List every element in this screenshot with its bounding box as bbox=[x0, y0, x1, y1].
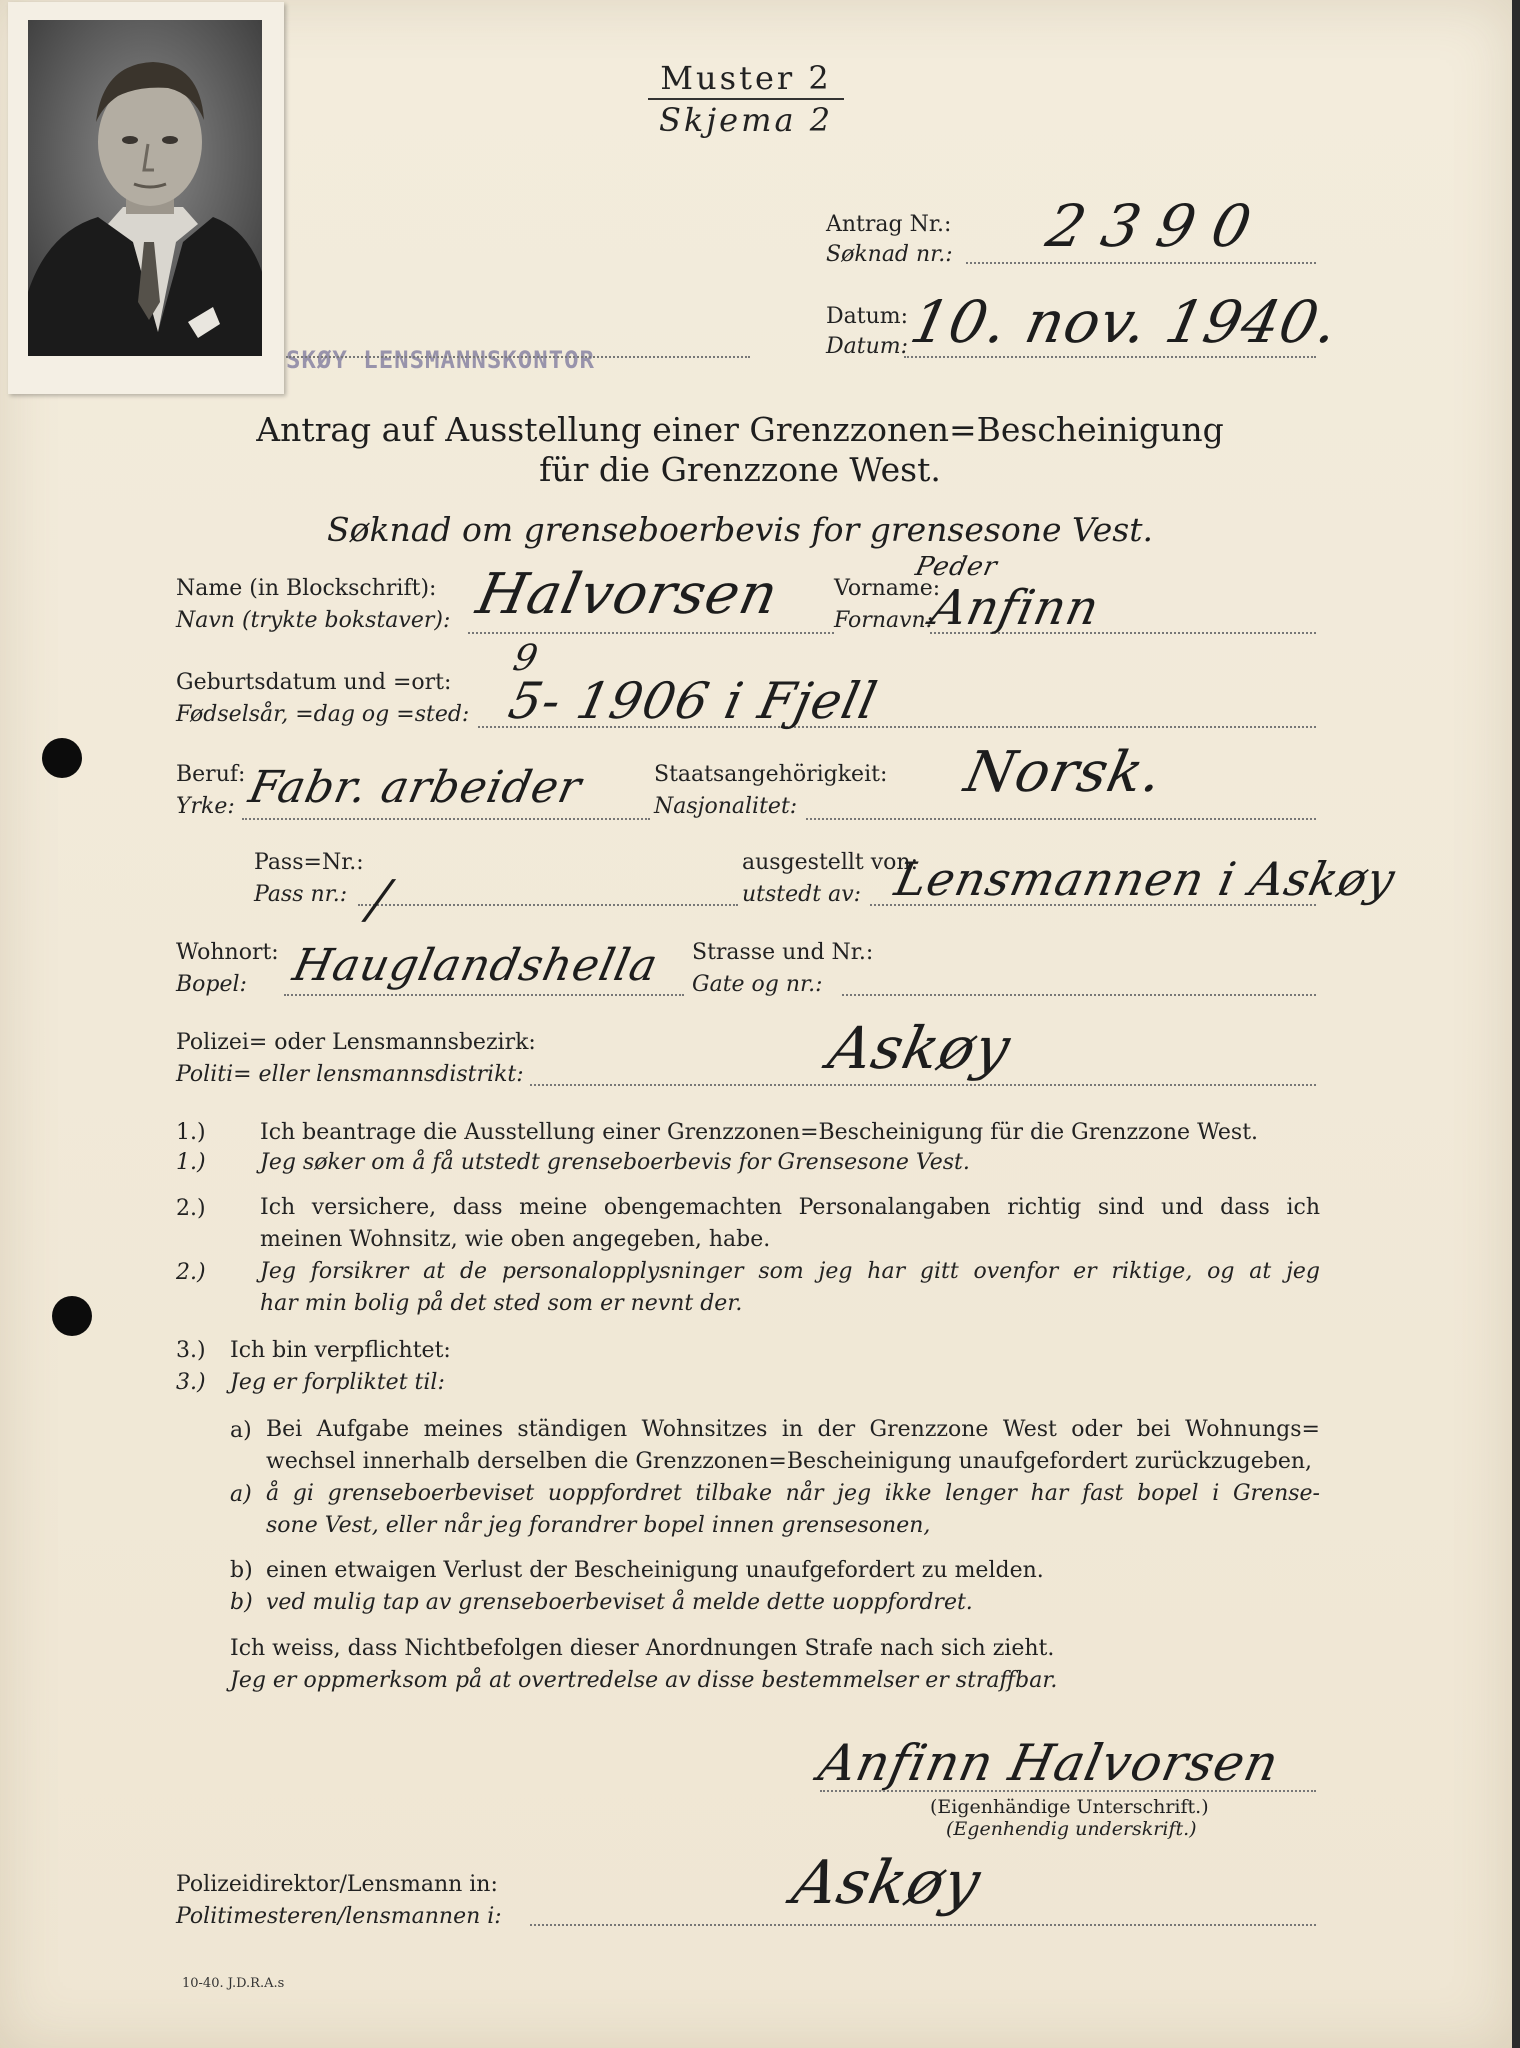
street-label-no: Gate og nr.: bbox=[692, 972, 823, 997]
clause-a-label-de: a) bbox=[230, 1418, 252, 1443]
date-value: 10. nov. 1940. bbox=[904, 288, 1345, 356]
job-value: Fabr. arbeider bbox=[244, 762, 587, 813]
nationality-label-no: Nasjonalitet: bbox=[654, 794, 798, 819]
name-label-no: Navn (trykte bokstaver): bbox=[176, 608, 451, 633]
signature-label-de: (Eigenhändige Unterschrift.) bbox=[930, 1796, 1209, 1818]
police-label-no: Politimesteren/lensmannen i: bbox=[176, 1904, 502, 1929]
application-nr-value: 2390 bbox=[1040, 192, 1275, 260]
home-label-de: Wohnort: bbox=[176, 940, 279, 965]
clause-a-label-no: a) bbox=[230, 1482, 252, 1507]
birth-value: 5- 1906 i Fjell bbox=[503, 672, 883, 730]
clause-1-number-de: 1.) bbox=[176, 1120, 206, 1145]
title-line-1: Antrag auf Ausstellung einer Grenzzonen=Bescheinigung bbox=[256, 410, 1224, 449]
name-label-de: Name (in Blockschrift): bbox=[176, 576, 437, 601]
firstname-label-de: Vorname: bbox=[834, 576, 941, 601]
street-label-de: Strasse und Nr.: bbox=[692, 940, 874, 965]
name-value: Halvorsen bbox=[471, 562, 785, 627]
clause-3-de: Ich bin verpflichtet: bbox=[230, 1338, 451, 1363]
title-line-2: für die Grenzzone West. bbox=[539, 450, 941, 489]
date-label-de: Datum: bbox=[826, 304, 909, 329]
clause-b-de: einen etwaigen Verlust der Bescheinigung unaufgefordert zu melden. bbox=[266, 1558, 1044, 1583]
clause-2-de-line-1: Ich versichere, dass meine obengemachten Personalangaben richtig sind und dass ich bbox=[260, 1195, 1320, 1220]
pass-label-no: Pass nr.: bbox=[254, 882, 348, 907]
birth-label-no: Fødselsår, =dag og =sted: bbox=[176, 702, 470, 727]
home-label-no: Bopel: bbox=[176, 972, 247, 997]
punch-hole-bottom bbox=[52, 1296, 92, 1336]
issued-value: Lensmannen i Askøy bbox=[890, 852, 1401, 906]
clause-3-number-no: 3.) bbox=[176, 1370, 206, 1395]
clause-1-no: Jeg søker om å få utstedt grenseboerbevis for Grensesone Vest. bbox=[260, 1150, 970, 1175]
street-line bbox=[842, 994, 1316, 996]
warning-de: Ich weiss, dass Nichtbefolgen dieser Anordnungen Strafe nach sich zieht. bbox=[230, 1636, 1055, 1661]
clause-a-no-line-2: sone Vest, eller når jeg forandrer bopel innen grensesonen, bbox=[266, 1513, 931, 1538]
clause-a-no-line-1: å gi grenseboerbeviset uoppfordret tilbake når jeg ikke lenger har fast bopel i Grense- bbox=[266, 1481, 1320, 1506]
clause-2-number-de: 2.) bbox=[176, 1196, 206, 1221]
clause-2-number-no: 2.) bbox=[176, 1260, 206, 1285]
birth-label-de: Geburtsdatum und =ort: bbox=[176, 670, 452, 695]
police-label-de: Polizeidirektor/Lensmann in: bbox=[176, 1872, 498, 1897]
punch-hole-top bbox=[42, 738, 82, 778]
police-line bbox=[530, 1924, 1316, 1926]
police-value: Askøy bbox=[786, 1848, 987, 1918]
job-label-de: Beruf: bbox=[176, 762, 246, 787]
form-number-no: Skjema 2 bbox=[658, 101, 834, 139]
firstname-label-no: Fornavn: bbox=[834, 608, 934, 633]
clause-1-de: Ich beantrage die Ausstellung einer Grenzzonen=Bescheinigung für die Grenzzone West. bbox=[260, 1120, 1259, 1145]
district-value: Askøy bbox=[822, 1014, 1017, 1082]
clause-a-de-line-2: wechsel innerhalb derselben die Grenzzonen=Bescheinigung unaufgefordert zurückzugeben, bbox=[266, 1449, 1313, 1474]
home-value: Hauglandshella bbox=[288, 940, 663, 991]
application-nr-label-de: Antrag Nr.: bbox=[826, 212, 952, 237]
pass-label-de: Pass=Nr.: bbox=[254, 850, 364, 875]
clause-2-de-line-2: meinen Wohnsitz, wie oben angegeben, habe. bbox=[260, 1227, 771, 1252]
firstname-value: Anfinn bbox=[926, 580, 1105, 636]
district-label-no: Politi= eller lensmannsdistrikt: bbox=[176, 1062, 524, 1087]
date-line bbox=[904, 356, 1316, 358]
clause-2-no-line-2: har min bolig på det sted som er nevnt der. bbox=[260, 1291, 743, 1316]
signature-value: Anfinn Halvorsen bbox=[813, 1734, 1285, 1792]
district-line bbox=[530, 1084, 1316, 1086]
printer-mark: 10-40. J.D.R.A.s bbox=[182, 1976, 285, 1991]
title bbox=[160, 410, 1320, 550]
nationality-value: Norsk. bbox=[959, 740, 1169, 805]
clause-b-label-de: b) bbox=[230, 1558, 253, 1583]
clause-b-label-no: b) bbox=[230, 1590, 253, 1615]
date-label-no: Datum: bbox=[826, 334, 909, 359]
portrait-image bbox=[8, 2, 284, 394]
signature-label-no: (Egenhendig underskrift.) bbox=[946, 1818, 1197, 1840]
job-label-no: Yrke: bbox=[176, 794, 235, 819]
signature-line bbox=[820, 1790, 1316, 1792]
clause-3-no: Jeg er forpliktet til: bbox=[230, 1370, 445, 1395]
form-number bbox=[648, 58, 844, 140]
warning-no: Jeg er oppmerksom på at overtredelse av disse bestemmelser er straffbar. bbox=[230, 1668, 1058, 1693]
clause-2-no-line-1: Jeg forsikrer at de personalopplysninger som jeg har gitt ovenfor er riktige, og at jeg bbox=[260, 1259, 1320, 1284]
job-line bbox=[242, 818, 650, 820]
issued-label-de: ausgestellt von: bbox=[742, 850, 918, 875]
clause-b-no: ved mulig tap av grenseboerbeviset å melde dette uoppfordret. bbox=[266, 1590, 973, 1615]
nationality-line bbox=[806, 818, 1316, 820]
application-nr-label-no: Søknad nr.: bbox=[826, 242, 953, 267]
firstname-extra: Peder bbox=[912, 552, 1001, 582]
name-line bbox=[468, 632, 834, 634]
clause-1-number-no: 1.) bbox=[176, 1150, 206, 1175]
stamp-line bbox=[286, 356, 750, 358]
title-no: Søknad om grenseboerbevis for grensesone Vest. bbox=[327, 510, 1153, 549]
nationality-label-de: Staatsangehörigkeit: bbox=[654, 762, 888, 787]
pass-value: / bbox=[363, 870, 395, 930]
applicant-photo bbox=[8, 2, 284, 394]
pass-line bbox=[358, 904, 738, 906]
home-line bbox=[284, 994, 684, 996]
office-stamp: SKØY LENSMANNSKONTOR bbox=[286, 346, 595, 374]
district-label-de: Polizei= oder Lensmannsbezirk: bbox=[176, 1030, 536, 1055]
clause-3-number-de: 3.) bbox=[176, 1338, 206, 1363]
application-nr-line bbox=[966, 262, 1316, 264]
birth-day: 9 bbox=[509, 638, 543, 679]
issued-label-no: utstedt av: bbox=[742, 882, 862, 907]
clause-a-de-line-1: Bei Aufgabe meines ständigen Wohnsitzes in der Grenzzone West oder bei Wohnungs= bbox=[266, 1417, 1320, 1442]
form-number-de: Muster 2 bbox=[648, 58, 844, 100]
